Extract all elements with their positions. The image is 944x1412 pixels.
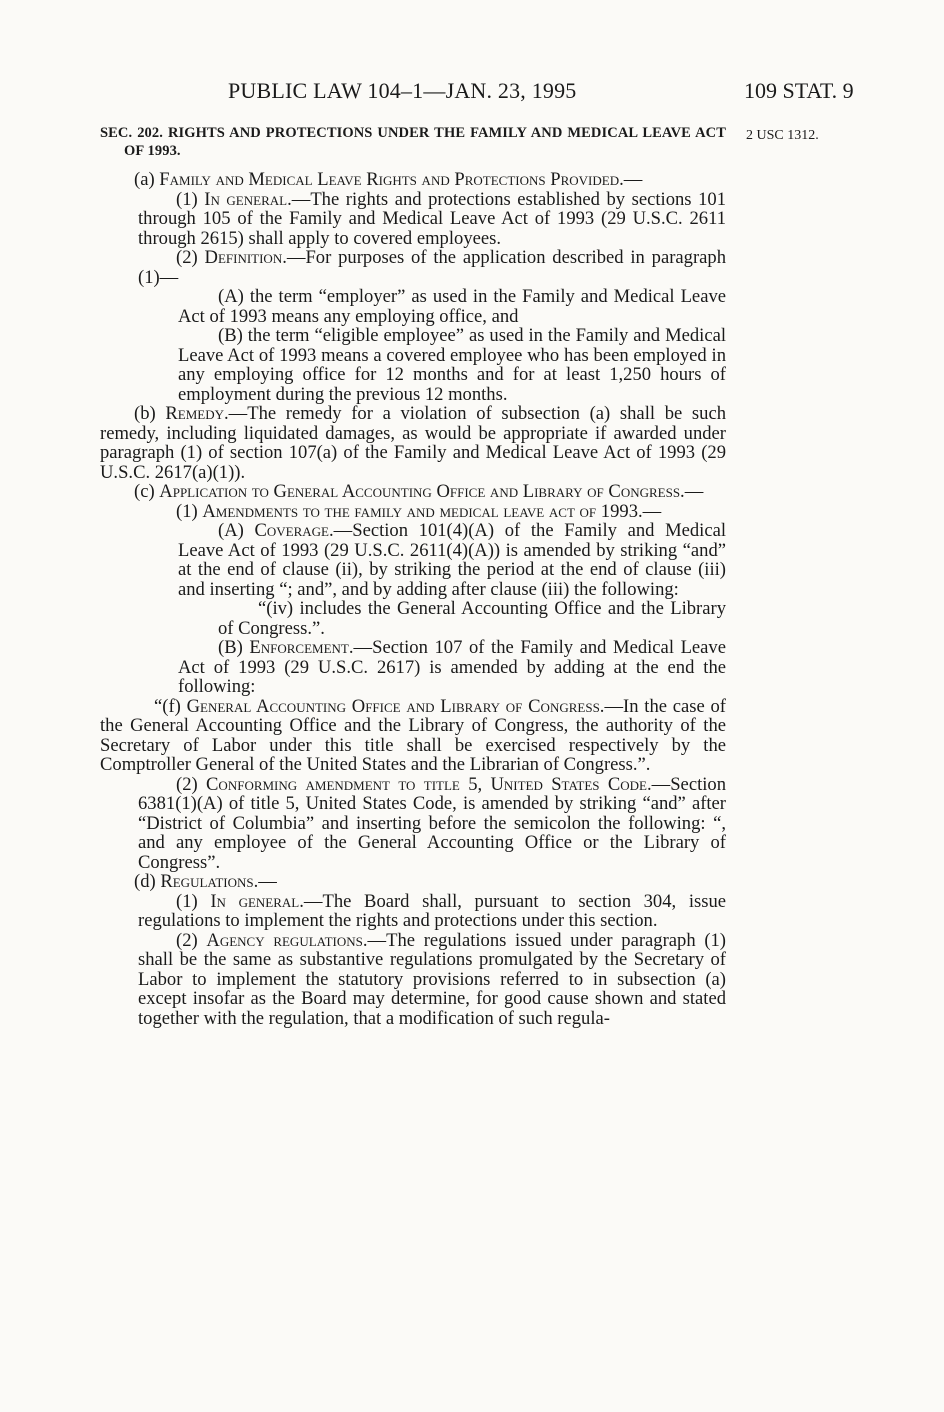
paragraph-c1-label: (1): [176, 500, 198, 522]
paragraph-c2-text: —Section 6381(1)(A) of title 5, United States Code, is amended by striking “and” after “District of Columbia” and inserting before the semicolon the following: “, and any employee of the General Accounting Office or the Library of Congress”.: [138, 773, 726, 873]
quoted-subsection-f-text: —In the case of the General Accounting Office and the Library of Congress, the authority of the Secretary of Labor under this title shall be exercised respectively by the Comptroller General of the United States and the Librarian of Congress.”.: [100, 695, 726, 775]
subparagraph-c1B-heading: Enforcement.: [249, 637, 354, 658]
paragraph-d2: [100, 931, 726, 1029]
paragraph-d2-heading: Agency regulations.: [206, 929, 368, 951]
margin-note: 2 USC 1312.: [746, 128, 819, 143]
paragraph-d1-label: (1): [176, 890, 198, 912]
paragraph-a1-heading: In general.: [204, 188, 292, 210]
subsection-b: [100, 404, 726, 482]
paragraph-c1: [100, 502, 726, 522]
subsection-b-label: (b): [134, 403, 156, 424]
section-heading: SEC. 202. RIGHTS AND PROTECTIONS UNDER THE FAMILY AND MEDICAL LEAVE ACT OF 1993.: [100, 125, 726, 159]
paragraph-a1: [100, 190, 726, 249]
subparagraph-a2B: (B) the term “eligible employee” as used in the Family and Medical Leave Act of 1993 means a covered employee who has been employed in any employing office for 12 months and for at least 1,250 hours of employment during the previous 12 months.: [178, 325, 726, 405]
subparagraph-c1A-text: —Section 101(4)(A) of the Family and Medical Leave Act of 1993 (29 U.S.C. 2611(4)(A)) is amended by striking “and” at the end of clause (ii), by striking the period at the end of clause (iii) and inserting “; and”, and by adding after clause (iii) the following:: [178, 520, 727, 600]
running-head: PUBLIC LAW 104–1—JAN. 23, 1995: [228, 78, 577, 103]
subsection-c-label: (c): [134, 481, 155, 502]
subparagraph-a2A: (A) the term “employer” as used in the Family and Medical Leave Act of 1993 means any employing office, and: [178, 286, 726, 327]
statute-citation: 109 STAT. 9: [744, 78, 854, 103]
paragraph-a1-label: (1): [176, 188, 198, 210]
quoted-clause-iv: “(iv) includes the General Accounting Office and the Library of Congress.”.: [218, 598, 726, 639]
subsection-a-label: (a): [134, 169, 155, 190]
paragraph-d2-label: (2): [176, 929, 198, 951]
subparagraph-c1A-label: (A): [218, 520, 244, 541]
paragraph-c2: [100, 775, 726, 873]
paragraph-a1-text: —The rights and protections established by sections 101 through 105 of the Family and Medical Leave Act of 1993 (29 U.S.C. 2611 through 2615) shall apply to covered employees.: [138, 188, 726, 249]
subparagraph-c1A: [100, 521, 726, 599]
paragraph-c1-heading: Amendments to the family and medical leave act of 1993.—: [202, 500, 662, 522]
paragraph-a2-text: —For purposes of the application described in paragraph (1)—: [138, 247, 726, 288]
subparagraph-c1B-label: (B): [218, 637, 243, 658]
subparagraph-c1B: [100, 638, 726, 697]
subsection-a-heading: Family and Medical Leave Rights and Protections Provided.—: [159, 169, 643, 190]
paragraph-a2-heading: Definition.: [204, 247, 287, 268]
quoted-subsection-f-label: “(f): [154, 695, 181, 717]
subsection-d-label: (d): [134, 871, 156, 892]
paragraph-a2-label: (2): [176, 247, 198, 268]
section-body: [100, 124, 726, 1028]
quoted-subsection-f-heading: General Accounting Office and Library of Congress.: [186, 695, 605, 717]
paragraph-d1-heading: In general.: [210, 890, 304, 912]
subsection-c-heading: Application to General Accounting Office and Library of Congress.—: [159, 481, 704, 502]
subsection-d: [100, 872, 726, 892]
paragraph-a2: [100, 248, 726, 287]
subsection-b-text: —The remedy for a violation of subsection (a) shall be such remedy, including liquidated damages, as would be appropriate if awarded under paragraph (1) of section 107(a) of the Family and Medical Leave Act of 1993 (29 U.S.C. 2617(a)(1)).: [100, 403, 726, 483]
quoted-subsection-f: [100, 697, 726, 775]
page-header: [0, 78, 944, 108]
paragraph-c2-heading: Conforming amendment to title 5, United States Code.: [206, 773, 652, 795]
subparagraph-c1B-text: —Section 107 of the Family and Medical Leave Act of 1993 (29 U.S.C. 2617) is amended by adding at the end the following:: [178, 637, 726, 697]
subsection-b-heading: Remedy.: [165, 403, 229, 424]
paragraph-d2-text: —The regulations issued under paragraph (1) shall be the same as substantive regulations promulgated by the Secretary of Labor to implement the statutory provisions referred to in subsection (a) except insofar as the Board may determine, for good cause shown and stated together with the regulation, that a modification of such regula-: [138, 929, 727, 1029]
subsection-a: [100, 170, 726, 190]
subsection-d-heading: Regulations.—: [160, 871, 277, 892]
subparagraph-c1A-heading: Coverage.: [254, 520, 334, 541]
paragraph-c2-label: (2): [176, 773, 198, 795]
subsection-c: [100, 482, 726, 502]
paragraph-d1: [100, 892, 726, 931]
paragraph-d1-text: —The Board shall, pursuant to section 304, issue regulations to implement the rights and protections under this section.: [138, 890, 727, 931]
